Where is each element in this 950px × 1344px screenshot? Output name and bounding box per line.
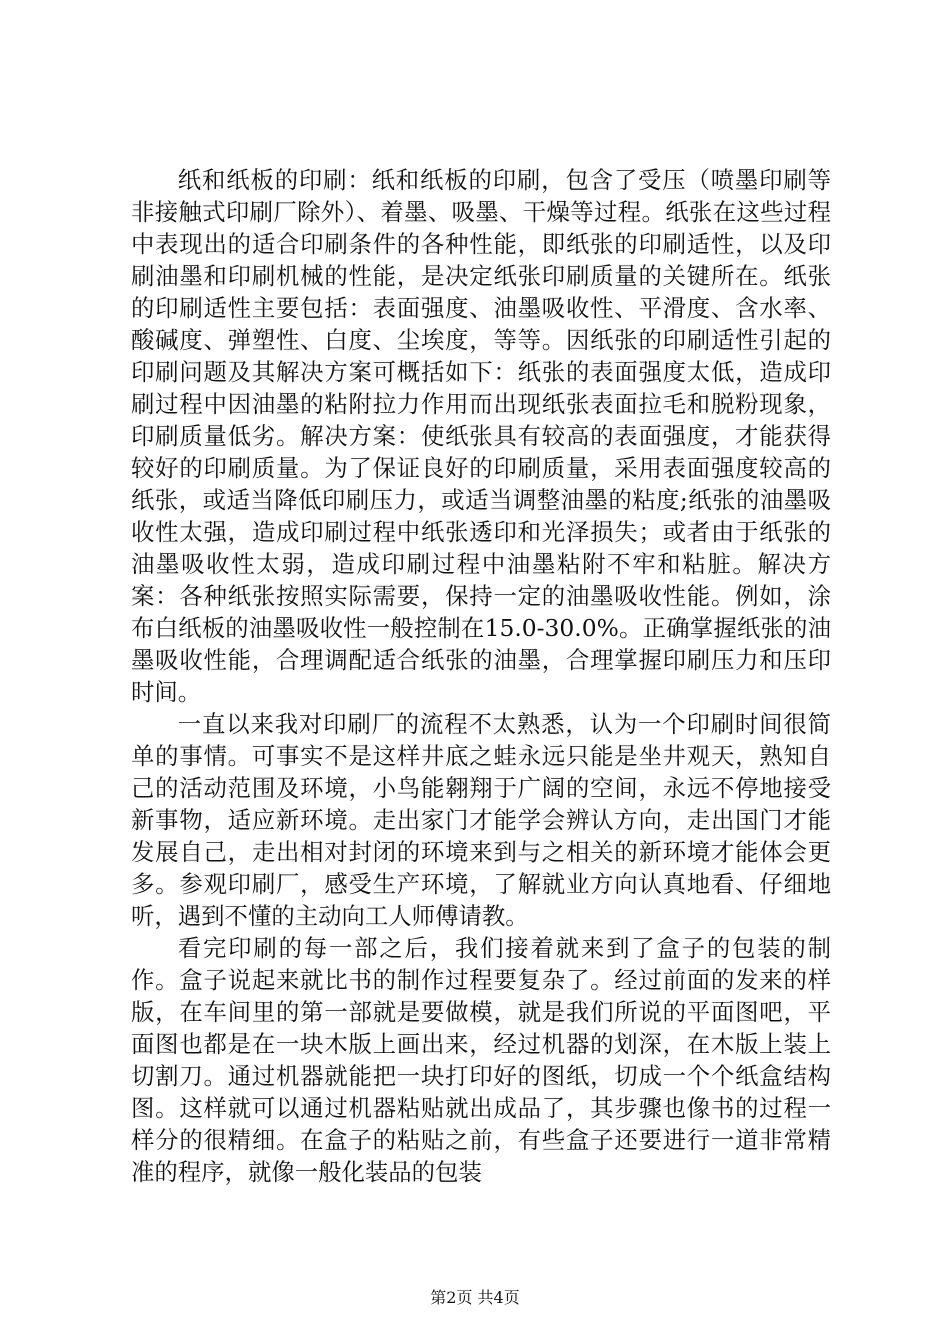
paragraph-factory-visit: 一直以来我对印刷厂的流程不太熟悉，认为一个印刷时间很简单的事情。可事实不是这样井底之蛙永远只能是坐井观天，熟知自己的活动范围及环境，小鸟能翱翔于广阔的空间，永远不停地接受新事物，适应新环境。走出家门才能学会辨认方向，走出国门才能发展自己，走出相对封闭的环境来到与之相关的新环境才能体会更多。参观印刷厂，感受生产环境，了解就业方向认真地看、仔细地听，遇到不懂的主动向工人师傅请教。 bbox=[131, 710, 831, 930]
paragraph-box-packaging: 看完印刷的每一部之后，我们接着就来到了盒子的包装的制作。盒子说起来就比书的制作过程要复杂了。经过前面的发来的样版，在车间里的第一部就是要做模，就是我们所说的平面图吧，平面图也都是在一块木版上画出来，经过机器的划深，在木版上装上切割刀。通过机器就能把一块打印好的图纸，切成一个个纸盒结构图。这样就可以通过机器粘贴就出成品了，其步骤也像书的过程一样分的很精细。在盒子的粘贴之前，有些盒子还要进行一道非常精准的程序，就像一般化装品的包装 bbox=[131, 934, 831, 1186]
page-number-footer: 第2页 共4页 bbox=[430, 1288, 520, 1307]
paragraph-printing-suitability: 纸和纸板的印刷：纸和纸板的印刷，包含了受压（喷墨印刷等非接触式印刷厂除外）、着墨、吸墨、干燥等过程。纸张在这些过程中表现出的适合印刷条件的各种性能，即纸张的印刷适性，以及印刷油墨和印刷机械的性能，是决定纸张印刷质量的关键所在。纸张的印刷适性主要包括：表面强度、油墨吸收性、平滑度、含水率、酸碱度、弹塑性、白度、尘埃度，等等。因纸张的印刷适性引起的印刷问题及其解决方案可概括如下：纸张的表面强度太低，造成印刷过程中因油墨的粘附拉力作用而出现纸张表面拉毛和脱粉现象，印刷质量低劣。解决方案：使纸张具有较高的表面强度，才能获得较好的印刷质量。为了保证良好的印刷质量，采用表面强度较高的纸张，或适当降低印刷压力，或适当调整油墨的粘度;纸张的油墨吸收性太强，造成印刷过程中纸张透印和光泽损失；或者由于纸张的油墨吸收性太弱，造成印刷过程中油墨粘附不牢和粘脏。解决方案：各种纸张按照实际需要，保持一定的油墨吸收性能。例如，涂布白纸板的油墨吸收性一般控制在15.0-30.0%。正确掌握纸张的油墨吸收性能，合理调配适合纸张的油墨，合理掌握印刷压力和压印时间。 bbox=[131, 166, 831, 706]
document-body bbox=[131, 164, 831, 1188]
